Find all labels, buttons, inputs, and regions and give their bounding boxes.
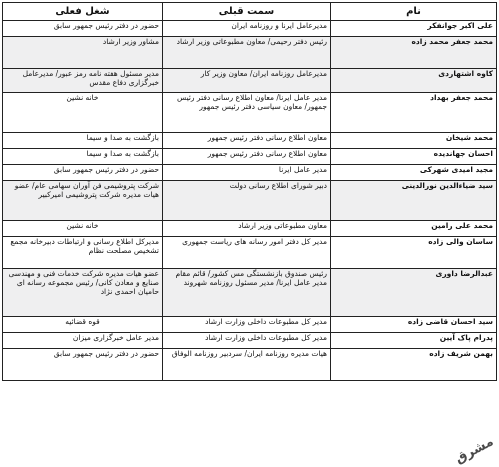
name-cell: مجید امیدی شهرکی bbox=[331, 165, 497, 181]
table-row bbox=[3, 269, 497, 317]
name-cell: کاوه اشتهاردی bbox=[331, 69, 497, 93]
name-cell: محمد جعفر محمد زاده bbox=[331, 37, 497, 69]
table-row bbox=[3, 133, 497, 149]
table-row bbox=[3, 333, 497, 349]
current-job-cell: قوه قضائیه bbox=[3, 317, 163, 333]
name-cell: محمد جعفر بهداد bbox=[331, 93, 497, 133]
header-previous-position: سمت قبلی bbox=[163, 3, 331, 21]
name-cell: احسان جهاندیده bbox=[331, 149, 497, 165]
current-job-cell: مدیر مسئول هفته نامه رمز عبور/ مدیرعامل خبرگزاری دفاع مقدس bbox=[3, 69, 163, 93]
header-current-job: شغل فعلی bbox=[3, 3, 163, 21]
table-row bbox=[3, 37, 497, 69]
name-cell: محمد شیخان bbox=[331, 133, 497, 149]
current-job-cell: بازگشت به صدا و سیما bbox=[3, 149, 163, 165]
name-cell: سید احسان قاضی زاده bbox=[331, 317, 497, 333]
name-cell: علی اکبر جوانفکر bbox=[331, 21, 497, 37]
current-job-cell: خانه نشین bbox=[3, 93, 163, 133]
current-job-cell: حضور در دفتر رئیس جمهور سابق bbox=[3, 165, 163, 181]
table-row bbox=[3, 237, 497, 269]
table-row bbox=[3, 21, 497, 37]
table-row bbox=[3, 93, 497, 133]
table-row bbox=[3, 349, 497, 381]
table-row bbox=[3, 69, 497, 93]
current-job-cell: بازگشت به صدا و سیما bbox=[3, 133, 163, 149]
name-cell: محمد علی رامین bbox=[331, 221, 497, 237]
name-cell: سید ضیاءالدین نورالدینی bbox=[331, 181, 497, 221]
name-cell: بهمن شریف زاده bbox=[331, 349, 497, 381]
current-job-cell: خانه نشین bbox=[3, 221, 163, 237]
previous-position-cell: مدیر کل مطبوعات داخلی وزارت ارشاد bbox=[163, 317, 331, 333]
table-row bbox=[3, 181, 497, 221]
previous-position-cell: مدیر عامل ایرنا/ معاون اطلاع رسانی دفتر رئیس جمهور/ معاون سیاسی دفتر رئیس جمهور bbox=[163, 93, 331, 133]
watermark-stamp: مشرق bbox=[452, 434, 497, 467]
table-body bbox=[3, 21, 497, 381]
previous-position-cell: معاون اطلاع رسانی دفتر رئیس جمهور bbox=[163, 149, 331, 165]
current-job-cell: حضور در دفتر رئیس جمهور سابق bbox=[3, 21, 163, 37]
previous-position-cell: هیات مدیره روزنامه ایران/ سردبیر روزنامه الوفاق bbox=[163, 349, 331, 381]
previous-position-cell: مدیرعامل روزنامه ایران/ معاون وزیر کار bbox=[163, 69, 331, 93]
previous-position-cell: مدیرعامل ایرنا و روزنامه ایران bbox=[163, 21, 331, 37]
previous-position-cell: مدیر عامل ایرنا bbox=[163, 165, 331, 181]
table-row bbox=[3, 221, 497, 237]
table-row bbox=[3, 165, 497, 181]
previous-position-cell: مدیر کل مطبوعات داخلی وزارت ارشاد bbox=[163, 333, 331, 349]
current-job-cell: حضور در دفتر رئیس جمهور سابق bbox=[3, 349, 163, 381]
previous-position-cell: مدیر کل دفتر امور رسانه های ریاست جمهوری bbox=[163, 237, 331, 269]
name-cell: عبدالرضا داوری bbox=[331, 269, 497, 317]
table-row bbox=[3, 317, 497, 333]
previous-position-cell: رئیس صندوق بازنشستگی مس کشور/ قائم مقام مدیر عامل ایرنا/ مدیر مسئول روزنامه شهروند bbox=[163, 269, 331, 317]
current-job-cell: شرکت پتروشیمی فن آوران سهامی عام/ عضو هیات مدیره شرکت پتروشیمی امیرکبیر bbox=[3, 181, 163, 221]
current-job-cell: مدیرکل اطلاع رسانی و ارتباطات دبیرخانه مجمع تشخیص مصلحت نظام bbox=[3, 237, 163, 269]
name-cell: پدرام پاک آیین bbox=[331, 333, 497, 349]
header-name: نام bbox=[331, 3, 497, 21]
current-job-cell: مشاور وزیر ارشاد bbox=[3, 37, 163, 69]
previous-position-cell: رئیس دفتر رحیمی/ معاون مطبوعاتی وزیر ارشاد bbox=[163, 37, 331, 69]
current-job-cell: عضو هیات مدیره شرکت خدمات فنی و مهندسی صنایع و معادن کانی/ رئیس مجموعه رسانه ای حامیان احمدی نژاد bbox=[3, 269, 163, 317]
current-job-cell: مدیر عامل خبرگزاری میزان bbox=[3, 333, 163, 349]
header-row bbox=[3, 3, 497, 21]
previous-position-cell: دبیر شورای اطلاع رسانی دولت bbox=[163, 181, 331, 221]
table-container bbox=[2, 2, 496, 381]
name-cell: ساسان والی زاده bbox=[331, 237, 497, 269]
previous-position-cell: معاون مطبوعاتی وزیر ارشاد bbox=[163, 221, 331, 237]
officials-table bbox=[2, 2, 497, 381]
previous-position-cell: معاون اطلاع رسانی دفتر رئیس جمهور bbox=[163, 133, 331, 149]
table-row bbox=[3, 149, 497, 165]
